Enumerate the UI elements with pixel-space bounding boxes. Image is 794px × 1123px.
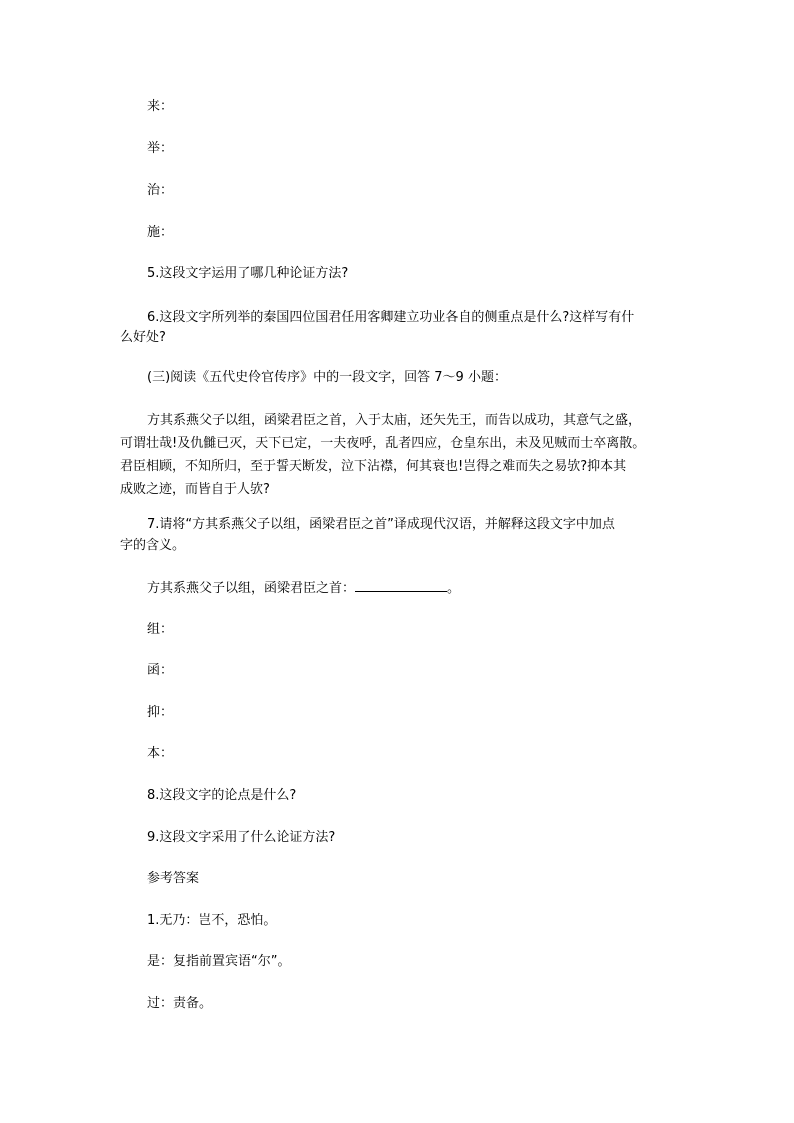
answer-guo: 过：责备。 [147, 996, 213, 1011]
translation-prompt-end: 。 [447, 581, 461, 596]
passage-line-4: 成败之迹，而皆自于人欤? [120, 482, 270, 497]
question-6-cont [120, 326, 166, 349]
translation-prompt [147, 578, 460, 599]
answers-heading: 参考答案 [147, 871, 200, 886]
translation-prompt-text: 方其系燕父子以组，函梁君臣之首： [147, 581, 356, 596]
passage-line-1: 方其系燕父子以组，函梁君臣之首，入于太庙，还矢先王，而告以成功，其意气之盛， [147, 413, 642, 428]
question-9: 9.这段文字采用了什么论证方法? [147, 830, 336, 845]
passage-line-3: 君臣相顾，不知所归，至于誓天断发，泣下沾襟，何其衰也!岂得之难而失之易欤?抑本其 [120, 459, 627, 474]
question-6-line-2: 么好处? [120, 330, 166, 345]
term-ju: 举： [147, 141, 174, 156]
term-zu: 组： [147, 622, 174, 637]
answer-shi: 是：复指前置宾语“尔”。 [147, 954, 291, 969]
term-shi: 施： [147, 225, 174, 240]
passage-first-line [147, 409, 641, 432]
question-5: 5.这段文字运用了哪几种论证方法? [147, 266, 349, 281]
term-lai: 来： [147, 99, 174, 114]
term-zhi: 治： [147, 183, 174, 198]
question-7-line-2: 字的含义。 [120, 538, 186, 553]
answer-1: 1.无乃：岂不，恐怕。 [147, 913, 277, 928]
term-yi: 抑： [147, 705, 174, 720]
question-7-line-1: 7.请将“方其系燕父子以组，函梁君臣之首”译成现代汉语，并解释这段文字中加点 [147, 517, 615, 532]
term-ben: 本： [147, 746, 174, 761]
passage-line-2: 可谓壮哉!及仇雠已灭，天下已定，一夫夜呼，乱者四应，仓皇东出，未及见贼而士卒离散。 [120, 436, 646, 451]
question-8: 8.这段文字的论点是什么? [147, 788, 297, 803]
passage-body [120, 432, 645, 501]
question-6-line-1: 6.这段文字所列举的秦国四位国君任用客卿建立功业各自的侧重点是什么?这样写有什 [147, 310, 635, 325]
answer-blank[interactable] [355, 578, 447, 592]
term-han: 函： [147, 663, 174, 678]
section-3-heading: (三)阅读《五代史伶官传序》中的一段文字，回答 7～9 小题： [147, 370, 507, 385]
question-6 [147, 306, 634, 329]
